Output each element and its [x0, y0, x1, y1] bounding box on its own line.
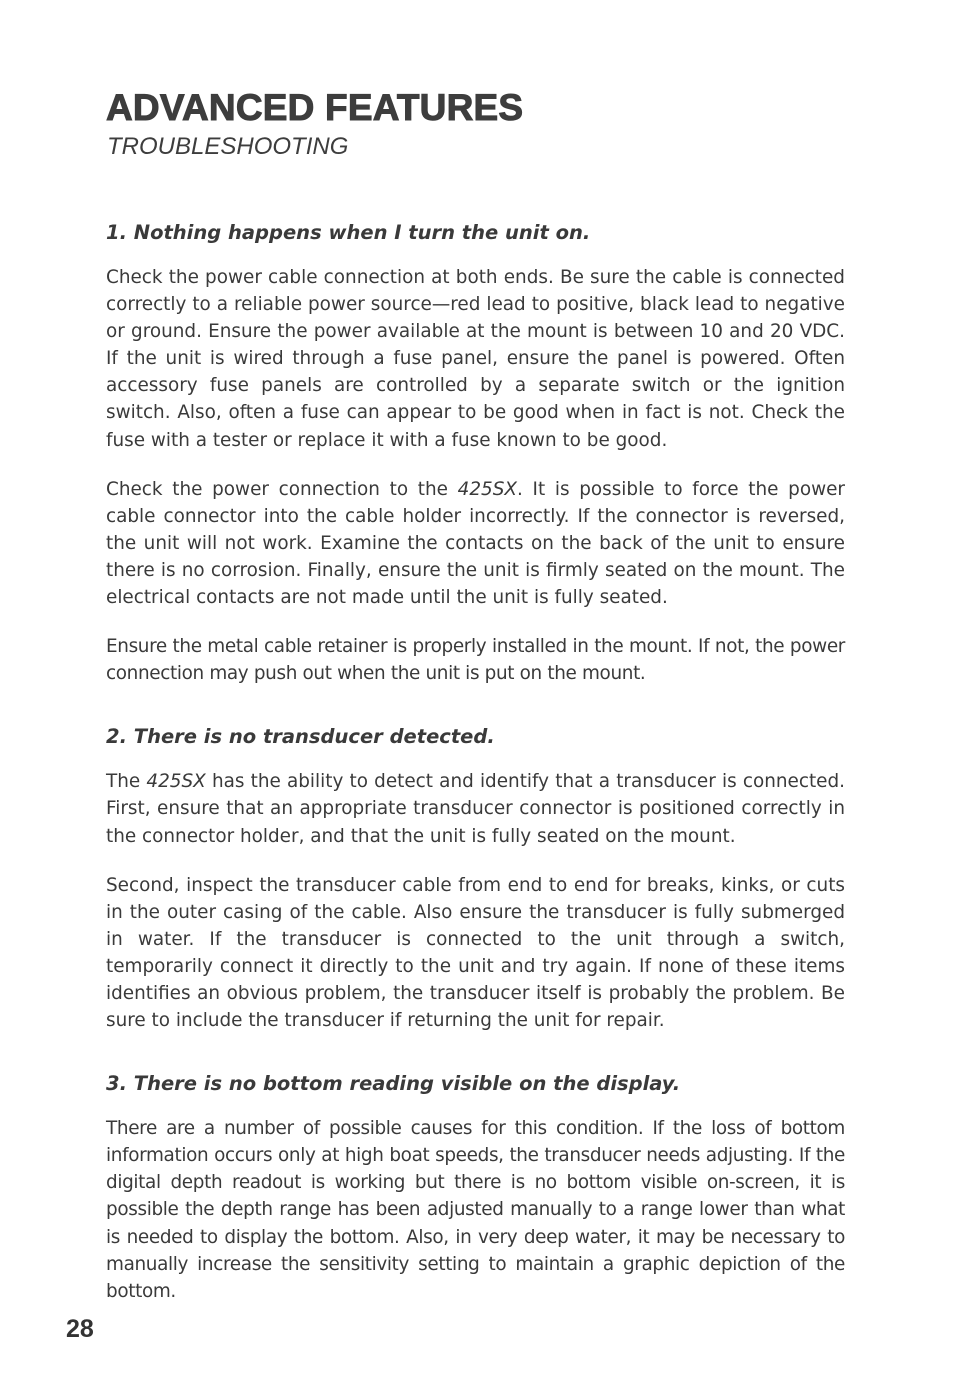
section-2-paragraph-1: [106, 768, 845, 849]
section-heading-3: 3. There is no bottom reading visible on the display.: [106, 1072, 681, 1096]
page-number: 28: [66, 1315, 94, 1343]
section-3-paragraph-1: There are a number of possible causes for this condition. If the loss of bottom information occurs only at high boat speeds, the transducer needs adjusting. If the digital depth readout is working but there is no bottom visible on-screen, it is possible the depth range has been adjusted manually to a range lower than what is needed to display the bottom. Also, in very deep water, it may be necessary to manually increase the sensitivity setting to maintain a graphic depiction of the bottom.: [106, 1118, 845, 1302]
section-1-paragraph-2: [106, 476, 845, 611]
paragraph-text: Check the power connection to the: [106, 478, 458, 500]
page-subtitle: TROUBLESHOOTING: [107, 133, 349, 160]
page-title: ADVANCED FEATURES: [106, 87, 524, 128]
section-2-paragraph-2: Second, inspect the transducer cable from end to end for breaks, kinks, or cuts in the outer casing of the cable. Also ensure the transducer is fully submerged in water. If the transducer is connected to the unit through a switch, temporarily connect it directly to the unit and try again. If none of these items identifies an obvious problem, the transducer itself is probably the problem. Be sure to include the transducer if returning the unit for repair.: [106, 874, 845, 1032]
page-content: [106, 218, 845, 1305]
paragraph-text: . It is possible to force the power cable connector into the cable holder incorrectly. If the connector is reversed, the unit will not work. Examine the contacts on the back of the unit to ensure there is no corrosion. Finally, ensure the unit is firmly seated on the mount. The electrical contacts are not made until the unit is fully seated.: [106, 478, 845, 609]
section-heading-2: 2. There is no transducer detected.: [106, 725, 495, 749]
section-heading-1: 1. Nothing happens when I turn the unit on.: [106, 221, 591, 244]
model-name: 425SX: [457, 478, 517, 500]
paragraph-text: The: [106, 771, 147, 793]
section-1-paragraph-1: Check the power cable connection at both ends. Be sure the cable is connected correctly to a reliable power source—red lead to positive, black lead to negative or ground. Ensure the power available at the mount is between 10 and 20 VDC. If the unit is wired through a fuse panel, ensure the panel is powered. Often accessory fuse panels are controlled by a separate switch or the ignition switch. Also, often a fuse can appear to be good when in fact is not. Check the fuse with a tester or replace it with a fuse known to be good.: [106, 267, 845, 451]
paragraph-text: has the ability to detect and identify that a transducer is connected. First, ensure that an appropriate transducer connector is positioned correctly in the connector holder, and that the unit is fully seated on the mount.: [106, 771, 845, 847]
section-1-paragraph-3: Ensure the metal cable retainer is properly installed in the mount. If not, the power connection may push out when the unit is put on the mount.: [106, 636, 845, 685]
model-name: 425SX: [146, 771, 206, 793]
